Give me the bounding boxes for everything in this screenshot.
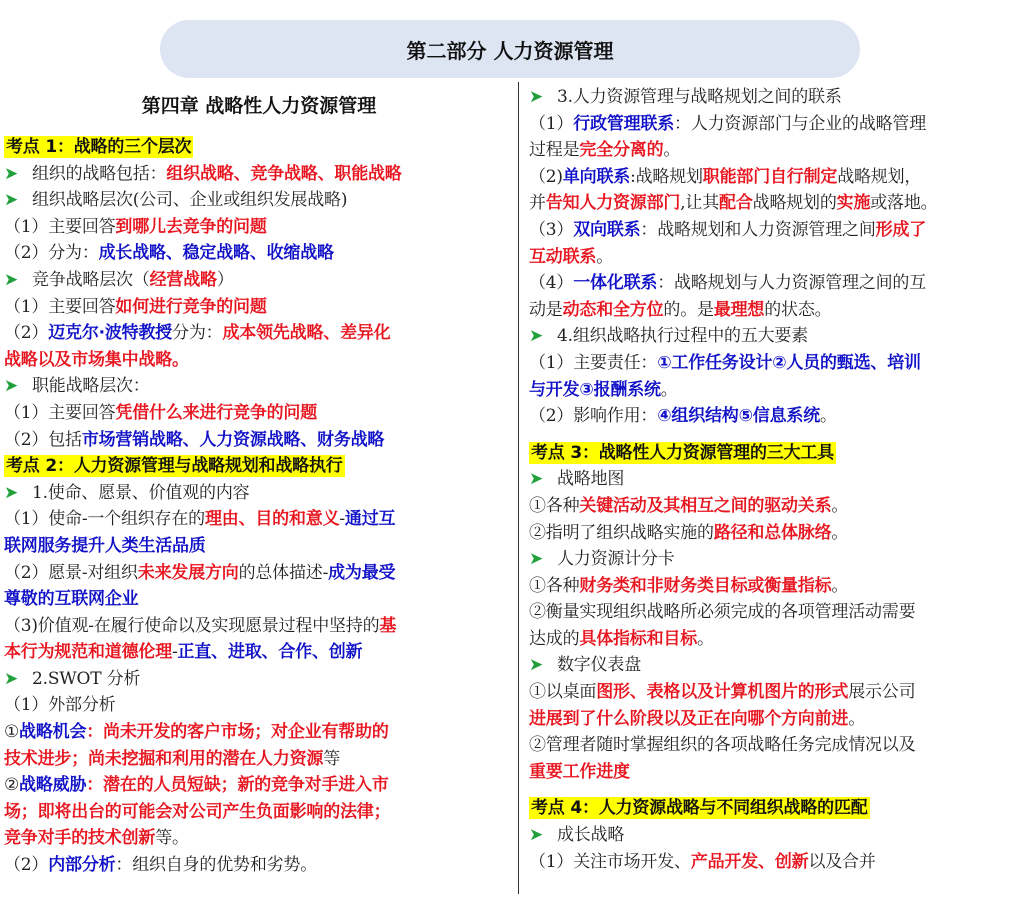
section-label: 考点 1：战略的三个层次 (6, 137, 192, 157)
key-term-red: 如何进行竞争的问题 (115, 296, 267, 317)
spacer (529, 785, 1026, 795)
text-run: - (172, 642, 178, 663)
text-line (4, 639, 514, 666)
text-run: 或落地。 (870, 193, 938, 214)
text-line (529, 679, 1026, 706)
text-run: ① (4, 722, 20, 743)
text-line (529, 377, 1026, 404)
text-line (529, 350, 1026, 377)
section-heading (529, 795, 1026, 822)
key-term-red: 进展到了什么阶段以及正在向哪个方向前进 (529, 708, 849, 729)
section-heading (4, 453, 514, 480)
key-term-red: 理由、目的和意义 (204, 509, 340, 530)
key-term-red: 基 (379, 615, 397, 636)
text-run: 战略规划， (837, 166, 922, 187)
key-term-red: 具体指标和目标 (579, 628, 698, 649)
text-line (4, 480, 514, 507)
key-term-red: 场；即将出台的可能会对公司产生负面影响的法律； (4, 801, 391, 822)
text-line (529, 297, 1026, 324)
text-run: 1.使命、愿景、价值观的内容 (32, 482, 250, 503)
key-term-blue: 尊敬的互联网企业 (4, 589, 139, 610)
text-run: （3)价值观-在履行使命以及实现愿景过程中坚持的 (4, 615, 380, 636)
text-run: 。 (831, 522, 849, 543)
text-line (529, 652, 1026, 679)
text-line (529, 626, 1026, 653)
text-run: （2） (4, 323, 49, 344)
text-line (4, 825, 514, 852)
text-line (4, 799, 514, 826)
text-run: 的状态。 (764, 299, 832, 320)
part-title: 第二部分 人力资源管理 (406, 38, 614, 63)
right-column (529, 84, 1026, 875)
key-term-blue: 成长战略、稳定战略、收缩战略 (98, 243, 334, 264)
text-line (4, 427, 514, 454)
green-arrow-icon: ➤ (4, 163, 19, 184)
key-term-red: 成本领先战略、差异化 (222, 323, 391, 344)
text-line (4, 240, 514, 267)
text-run: 并 (529, 193, 546, 214)
section-label: 考点 2：人力资源管理与战略规划和战略执行 (6, 456, 343, 477)
key-term-red: 组织战略、竞争战略、职能战略 (166, 163, 402, 184)
text-run: （1）主要责任： (529, 352, 658, 373)
key-term-red: 最理想 (713, 299, 765, 320)
key-term-blue: 与开发③报酬系统 (529, 379, 661, 400)
text-run: （2）分为： (4, 243, 99, 264)
text-line (4, 267, 514, 294)
key-term-red: 产品开发、创新 (690, 851, 809, 872)
text-line (4, 506, 514, 533)
left-content (4, 134, 514, 879)
text-line (529, 403, 1026, 430)
text-run: （1）主要回答 (4, 216, 116, 237)
key-term-blue: ④组织结构⑤信息系统 (657, 406, 821, 427)
green-arrow-icon: ➤ (529, 326, 544, 347)
text-run: （1）主要回答 (4, 296, 116, 317)
text-run: 人力资源计分卡 (557, 549, 675, 570)
text-line (529, 493, 1026, 520)
text-line (529, 323, 1026, 350)
key-term-blue: 战略威胁 (19, 775, 87, 796)
text-line (4, 347, 514, 374)
text-run: ①以桌面 (529, 682, 597, 703)
text-line (529, 706, 1026, 733)
text-run: 战略地图 (557, 469, 625, 490)
key-term-red: 关键活动及其相互之间的驱动关系 (579, 495, 832, 516)
text-run: 战略规划的 (752, 193, 837, 214)
text-run: 。 (820, 406, 837, 427)
text-run: 达成的 (529, 628, 580, 649)
key-term-red: ：尚未开发的客户市场；对企业有帮助的 (86, 722, 389, 743)
section-heading (4, 134, 514, 161)
section-label: 考点 4：人力资源战略与不同组织战略的匹配 (531, 798, 868, 819)
text-run: ②衡量实现组织战略所必须完成的各项管理活动需要 (529, 602, 916, 623)
key-term-red: 财务类和非财务类目标或衡量指标 (579, 575, 832, 596)
key-term-red: 重要工作进度 (529, 761, 630, 782)
text-line (4, 294, 514, 321)
text-run: 数字仪表盘 (557, 655, 641, 676)
text-line (529, 164, 1026, 191)
text-line (529, 244, 1026, 271)
green-arrow-icon: ➤ (4, 190, 19, 211)
key-term-blue: 双向联系 (573, 219, 641, 240)
text-run: 职能战略层次： (32, 376, 150, 397)
key-term-red: 职能部门自行制定 (702, 166, 838, 187)
green-arrow-icon: ➤ (529, 825, 544, 846)
text-line (529, 137, 1026, 164)
text-run: ②指明了组织战略实施的 (529, 522, 714, 543)
text-run: - (339, 509, 345, 530)
key-term-blue: 迈克尔·波特教授 (48, 323, 173, 344)
text-line (4, 666, 514, 693)
text-run: 。 (831, 495, 849, 516)
text-line (529, 599, 1026, 626)
column-divider (518, 82, 519, 894)
text-run: 。 (848, 708, 866, 729)
text-line (4, 187, 514, 214)
key-term-red: 图形、表格以及计算机图片的形式 (596, 682, 849, 703)
text-run: （1）使命-一个组织存在的 (4, 509, 205, 530)
text-run: 竞争战略层次（ (32, 269, 150, 290)
green-arrow-icon: ➤ (4, 269, 19, 290)
text-run: 2.SWOT 分析 (32, 668, 141, 689)
key-term-blue: 单向联系 (562, 166, 631, 187)
key-term-blue: 内部分析 (48, 855, 116, 876)
key-term-red: 技术进步；尚未挖掘和利用的潜在人力资源 (4, 748, 324, 769)
text-run: ② (4, 775, 20, 796)
text-line (529, 270, 1026, 297)
text-run: （2）影响作用： (529, 406, 658, 427)
text-line (4, 214, 514, 241)
text-line (4, 772, 514, 799)
text-run: 。 (663, 140, 681, 161)
text-line (529, 732, 1026, 759)
text-line (4, 613, 514, 640)
key-term-red: 动态和全方位 (562, 299, 664, 320)
text-line (4, 373, 514, 400)
right-content (529, 84, 1026, 875)
key-term-red: 未来发展方向 (137, 562, 239, 583)
key-term-red: 战略以及市场集中战略。 (4, 349, 189, 370)
key-term-blue: ①工作任务设计②人员的甄选、培训 (657, 352, 921, 373)
text-line (529, 520, 1026, 547)
spacer (529, 430, 1026, 440)
text-run: （2） (4, 855, 49, 876)
text-run: ：人力资源部门与企业的战略管理 (674, 113, 927, 134)
text-run: ：战略规划和人力资源管理之间 (640, 219, 876, 240)
text-line (4, 400, 514, 427)
text-run: 动是 (529, 299, 563, 320)
green-arrow-icon: ➤ (4, 482, 19, 503)
key-term-red: 竞争对手的技术创新 (4, 828, 156, 849)
text-line (529, 822, 1026, 849)
text-line (529, 849, 1026, 876)
green-arrow-icon: ➤ (529, 655, 544, 676)
key-term-blue: 联网服务提升人类生活品质 (4, 535, 206, 556)
key-term-blue: 行政管理联系 (573, 113, 675, 134)
green-arrow-icon: ➤ (4, 376, 19, 397)
text-run: （1）主要回答 (4, 402, 116, 423)
section-label: 考点 3：战略性人力资源管理的三大工具 (531, 442, 834, 463)
green-arrow-icon: ➤ (529, 469, 544, 490)
key-term-blue: 成为最受 (328, 562, 396, 583)
chapter-title: 第四章 战略性人力资源管理 (141, 95, 377, 117)
text-line (4, 746, 514, 773)
text-run: 成长战略 (557, 825, 625, 846)
text-line (529, 190, 1026, 217)
text-run: 等 (323, 748, 341, 769)
text-line (4, 320, 514, 347)
text-line (4, 533, 514, 560)
text-run: ①各种 (529, 575, 580, 596)
key-term-red: 经营战略 (149, 269, 217, 290)
text-run: （1） (529, 113, 574, 134)
key-term-red: 配合 (719, 193, 753, 214)
text-run: 组织的战略包括： (32, 163, 167, 184)
green-arrow-icon: ➤ (4, 668, 19, 689)
section-heading (529, 440, 1026, 467)
key-term-red: ：潜在的人员短缺；新的竞争对手进入市 (86, 775, 389, 796)
left-column (4, 84, 514, 879)
text-run: 组织战略层次(公司、企业或组织发展战略) (32, 190, 348, 211)
text-run: （1）关注市场开发、 (529, 851, 691, 872)
text-line (4, 586, 514, 613)
text-run: （2）愿景-对组织 (4, 562, 138, 583)
text-line (4, 719, 514, 746)
text-run: 以及合并 (808, 851, 876, 872)
text-run: 过程是 (529, 140, 580, 161)
text-run: ,让其 (680, 193, 720, 214)
key-term-red: 凭借什么来进行竞争的问题 (115, 402, 318, 423)
text-run: 3.人力资源管理与战略规划之间的联系 (557, 87, 842, 107)
text-run: 的总体描述- (238, 562, 329, 583)
key-term-red: 实施 (836, 193, 871, 214)
text-line (4, 692, 514, 719)
key-term-blue: 通过互 (344, 509, 396, 530)
text-run: :战略规划 (630, 166, 703, 187)
text-run: 展示公司 (848, 682, 916, 703)
green-arrow-icon: ➤ (529, 549, 544, 570)
text-run: 。 (596, 246, 614, 267)
text-run: ：组织自身的优势和劣势。 (115, 855, 318, 876)
key-term-red: 互动联系 (529, 246, 597, 267)
key-term-red: 形成了 (875, 219, 927, 240)
text-line (529, 111, 1026, 138)
key-term-blue: 战略机会 (19, 722, 87, 743)
text-run: ） (216, 269, 234, 290)
text-run: （3） (529, 219, 574, 240)
part-title-banner (160, 20, 860, 78)
text-run: 等。 (155, 828, 189, 849)
text-run: 4.组织战略执行过程中的五大要素 (557, 326, 809, 347)
text-run: ②管理者随时掌握组织的各项战略任务完成情况以及 (529, 735, 916, 756)
text-line (4, 852, 514, 879)
text-line (529, 84, 1026, 111)
text-line (4, 560, 514, 587)
text-run: （2) (529, 166, 563, 187)
text-run: ①各种 (529, 495, 580, 516)
key-term-red: 完全分离的 (579, 140, 664, 161)
text-run: （2）包括 (4, 429, 82, 450)
text-line (529, 466, 1026, 493)
text-run: 的。是 (663, 299, 714, 320)
green-arrow-icon: ➤ (529, 87, 544, 107)
text-line (529, 573, 1026, 600)
key-term-blue: 市场营销战略、人力资源战略、财务战略 (81, 429, 385, 450)
text-line (4, 161, 514, 188)
text-run: 分为： (172, 323, 223, 344)
text-line (529, 759, 1026, 786)
text-run: （4） (529, 273, 574, 294)
text-line (529, 546, 1026, 573)
text-run: 。 (831, 575, 849, 596)
key-term-red: 到哪儿去竞争的问题 (115, 216, 267, 237)
text-line (529, 217, 1026, 244)
text-run: 。 (697, 628, 714, 649)
text-run: （1）外部分析 (4, 695, 116, 716)
key-term-blue: 正直、进取、合作、创新 (177, 642, 363, 663)
key-term-red: 告知人力资源部门 (545, 193, 681, 214)
key-term-red: 本行为规范和道德伦理 (4, 642, 172, 663)
text-run: ：战略规划与人力资源管理之间的互 (657, 273, 927, 294)
key-term-red: 路径和总体脉络 (713, 522, 832, 543)
text-run: 。 (660, 379, 678, 400)
key-term-blue: 一体化联系 (573, 273, 658, 294)
